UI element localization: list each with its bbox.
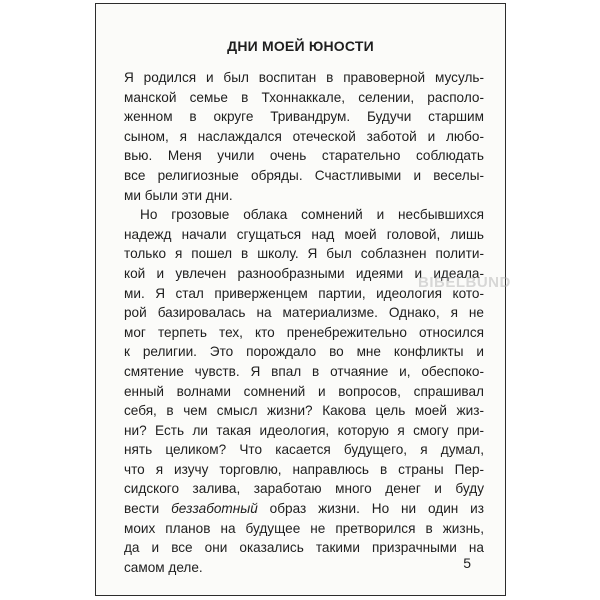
text-line: моих планов на будущее не претворился в жизнь, — [124, 520, 484, 536]
text-line: ми были эти дни. — [124, 187, 233, 203]
text-line: женном в округе Тривандрум. Будучи старшим — [124, 109, 484, 125]
text-line: Я родился и был воспитан в правоверной мусуль- — [124, 70, 484, 85]
text-line: нять целиком? Что касается будущего, я думал, — [124, 442, 484, 458]
book-page — [95, 3, 511, 596]
text-line: что я изучу торговлю, направлюсь в страны Пер- — [124, 461, 484, 477]
text-line: да и все они оказались такими призрачными на — [124, 540, 484, 556]
text-line: самом деле. — [124, 559, 203, 575]
text-line: смятение чувств. Я впал в отчаяние и, обеспоко- — [124, 363, 484, 379]
text-line: себя, в чем смысл жизни? Какова цель моей жиз- — [124, 403, 484, 419]
text-line: надежд начали сгущаться над моей головой, лишь — [124, 226, 484, 242]
text-line: сидского залива, заработаю много денег и буду — [124, 481, 484, 497]
text-line: вести беззаботный образ жизни. Но ни один из — [124, 501, 484, 517]
text-line: енный волнами сомнений и вопросов, спрашивал — [124, 383, 484, 399]
page-number: 5 — [463, 555, 471, 571]
chapter-title: ДНИ МОЕЙ ЮНОСТИ — [227, 38, 374, 54]
text-line: вью. Меня учили очень старательно соблюдать — [124, 148, 484, 164]
text-line: сыном, я наслаждался отеческой заботой и любо- — [124, 128, 484, 144]
text-line: кой и увлечен разнообразными идеями и идеала- — [124, 265, 484, 281]
body-text — [124, 68, 484, 577]
text-line: манской семье в Тхоннаккале, селении, располо- — [124, 89, 484, 105]
text-line: ни? Есть ли такая идеология, которую я смогу при- — [124, 422, 484, 438]
text-line: только я пошел в школу. Я был соблазнен полити- — [124, 246, 484, 262]
text-line: ми. Я стал приверженцем партии, идеология кото- — [124, 285, 484, 301]
text-line: мог терпеть тех, кто пренебрежительно относился — [124, 324, 484, 340]
text-line: Но грозовые облака сомнений и несбывшихся — [140, 207, 484, 223]
watermark-logo: BIBELBUND — [418, 274, 511, 291]
text-line: рой базировалась на материализме. Однако, я не — [124, 305, 484, 321]
text-line: к религии. Это порождало во мне конфликты и — [124, 344, 484, 360]
text-line: все религиозные обряды. Счастливыми и веселы- — [124, 167, 484, 183]
